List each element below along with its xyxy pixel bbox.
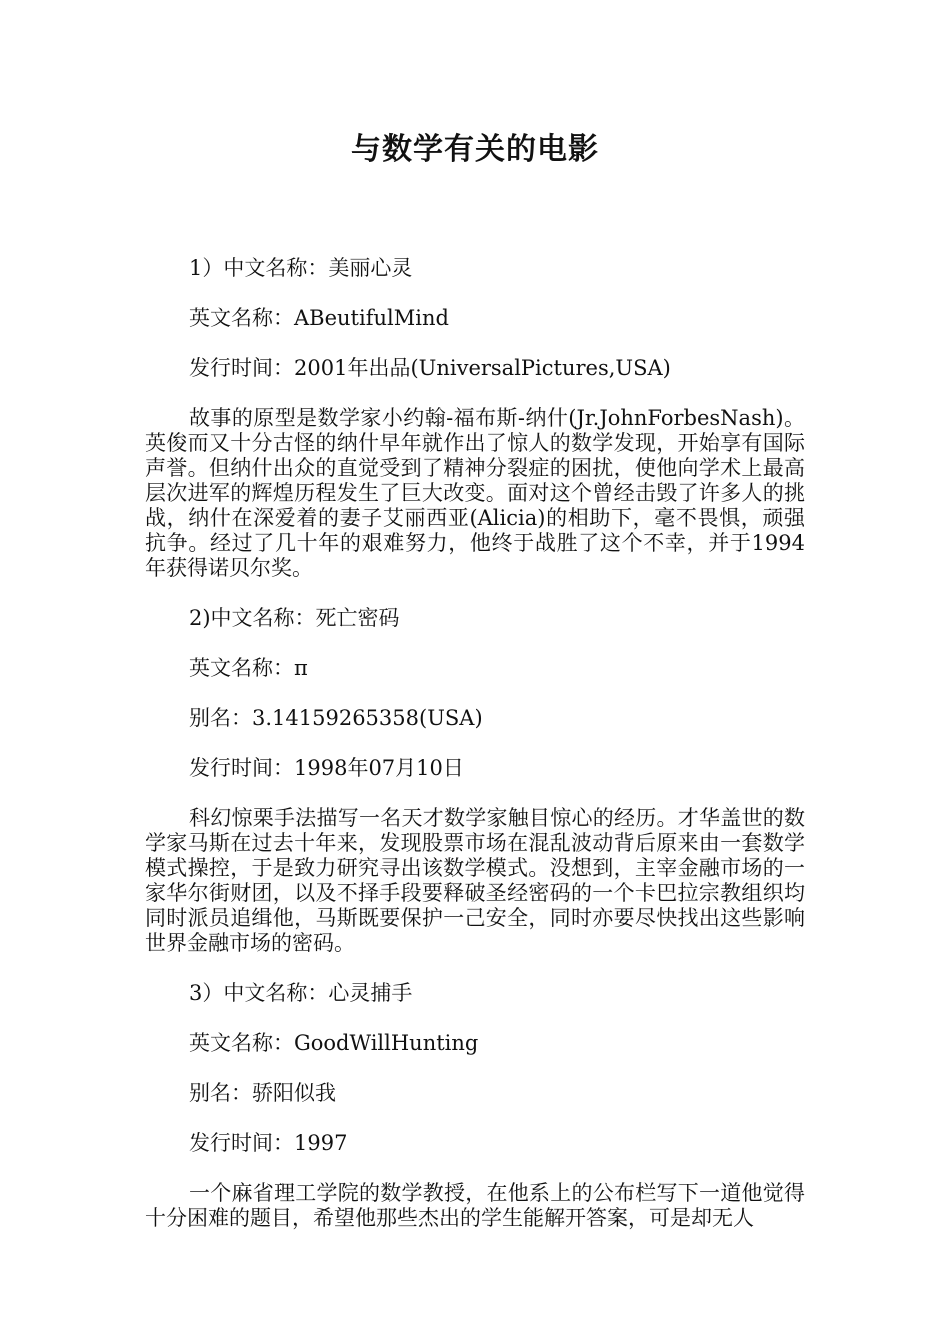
movie-3-english-name: 英文名称：GoodWillHunting (189, 1031, 479, 1055)
movie-3-alias: 别名：骄阳似我 (189, 1081, 336, 1105)
document-title: 与数学有关的电影 (351, 132, 599, 167)
movie-2-alias: 别名：3.14159265358(USA) (189, 706, 483, 730)
movie-1-synopsis: 故事的原型是数学家小约翰-福布斯-纳什(Jr.JohnForbesNash)。英俊而又十分古怪的纳什早年就作出了惊人的数学发现，开始享有国际声誉。但纳什出众的直觉受到了精神分裂症的困扰，使他向学术上最高层次进军的辉煌历程发生了巨大改变。面对这个曾经击毁了许多人的挑战，纳什在深爱着的妻子艾丽西亚(Alicia)的相助下，毫不畏惧，顽强抗争。经过了几十年的艰难努力，他终于战胜了这个不幸，并于1994年获得诺贝尔奖。 (145, 406, 805, 580)
movie-1-release-date: 发行时间：2001年出品(UniversalPictures,USA) (189, 356, 671, 380)
movie-1-chinese-name: 1）中文名称：美丽心灵 (189, 256, 413, 280)
movie-2-chinese-name: 2)中文名称：死亡密码 (189, 606, 400, 630)
movie-1-english-name: 英文名称：ABeutifulMind (189, 306, 449, 330)
movie-3-release-date: 发行时间：1997 (189, 1131, 348, 1155)
movie-3-synopsis: 一个麻省理工学院的数学教授，在他系上的公布栏写下一道他觉得十分困难的题目，希望他那些杰出的学生能解开答案，可是却无人 (145, 1181, 805, 1230)
movie-2-synopsis: 科幻惊栗手法描写一名天才数学家触目惊心的经历。才华盖世的数学家马斯在过去十年来，发现股票市场在混乱波动背后原来由一套数学模式操控，于是致力研究寻出该数学模式。没想到，主宰金融市场的一家华尔街财团，以及不择手段要释破圣经密码的一个卡巴拉宗教组织均同时派员追缉他，马斯既要保护一己安全，同时亦要尽快找出这些影响世界金融市场的密码。 (145, 806, 805, 955)
movie-2-release-date: 发行时间：1998年07月10日 (189, 756, 464, 780)
movie-3-chinese-name: 3）中文名称：心灵捕手 (189, 981, 413, 1005)
movie-2-english-name: 英文名称：π (189, 656, 308, 680)
